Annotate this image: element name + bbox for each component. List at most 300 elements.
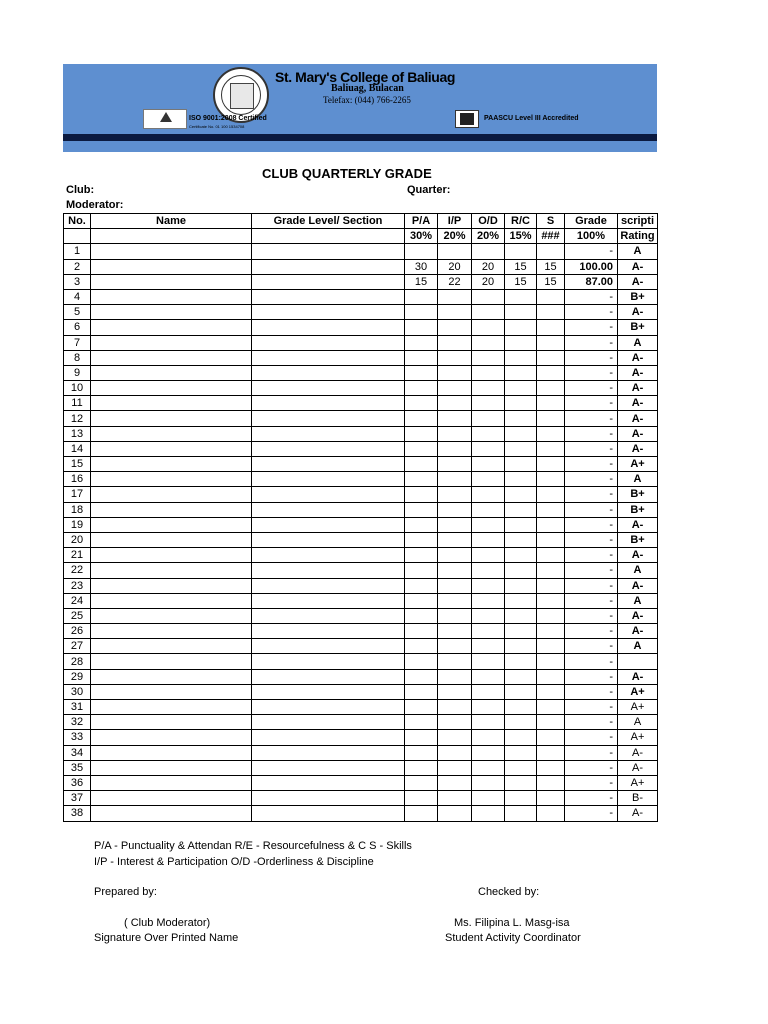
row-s-cell	[537, 700, 565, 715]
row-ip-cell	[438, 639, 472, 654]
table-row	[64, 639, 658, 654]
row-grade-cell: -	[565, 396, 618, 411]
row-s-cell	[537, 578, 565, 593]
row-ip-cell	[438, 517, 472, 532]
row-ip-cell	[438, 563, 472, 578]
row-od-cell	[472, 593, 505, 608]
row-s-cell	[537, 244, 565, 259]
row-name-cell	[91, 244, 252, 259]
row-rating-cell: A-	[618, 745, 658, 760]
row-number: 12	[64, 411, 91, 426]
table-subheader-row	[64, 229, 658, 244]
row-rc-cell	[505, 578, 537, 593]
row-rating-cell: B+	[618, 289, 658, 304]
row-name-cell	[91, 487, 252, 502]
row-ip-cell	[438, 244, 472, 259]
row-s-cell	[537, 426, 565, 441]
row-rc-cell	[505, 381, 537, 396]
row-od-cell	[472, 411, 505, 426]
row-grade-cell: -	[565, 532, 618, 547]
prepared-by-label: Prepared by:	[94, 886, 157, 898]
row-ip-cell	[438, 532, 472, 547]
table-row	[64, 381, 658, 396]
row-s-cell	[537, 441, 565, 456]
row-grade-cell: -	[565, 381, 618, 396]
row-ip-cell	[438, 502, 472, 517]
row-od-cell	[472, 608, 505, 623]
header-ip: I/P	[438, 214, 472, 229]
row-grade-cell: -	[565, 502, 618, 517]
row-ip-cell	[438, 578, 472, 593]
table-row	[64, 791, 658, 806]
row-od-cell	[472, 305, 505, 320]
row-s-cell	[537, 502, 565, 517]
row-od-cell	[472, 381, 505, 396]
row-grade-level-cell	[252, 426, 405, 441]
row-number: 29	[64, 669, 91, 684]
subheader-rc: 15%	[505, 229, 537, 244]
row-grade-level-cell	[252, 700, 405, 715]
row-number: 19	[64, 517, 91, 532]
row-name-cell	[91, 532, 252, 547]
row-pa-cell	[405, 365, 438, 380]
row-pa-cell	[405, 578, 438, 593]
row-grade-cell: 100.00	[565, 259, 618, 274]
row-grade-cell: -	[565, 457, 618, 472]
row-ip-cell	[438, 396, 472, 411]
row-s-cell	[537, 593, 565, 608]
row-grade-level-cell	[252, 745, 405, 760]
row-s-cell	[537, 791, 565, 806]
row-od-cell	[472, 487, 505, 502]
row-grade-level-cell	[252, 669, 405, 684]
header-grade: Grade	[565, 214, 618, 229]
row-grade-level-cell	[252, 624, 405, 639]
header-grade-level: Grade Level/ Section	[252, 214, 405, 229]
subheader-ip: 20%	[438, 229, 472, 244]
row-pa-cell	[405, 411, 438, 426]
row-name-cell	[91, 654, 252, 669]
row-ip-cell: 22	[438, 274, 472, 289]
row-ip-cell	[438, 608, 472, 623]
row-number: 33	[64, 730, 91, 745]
row-pa-cell	[405, 305, 438, 320]
row-grade-level-cell	[252, 274, 405, 289]
table-row	[64, 684, 658, 699]
row-rating-cell: A-	[618, 517, 658, 532]
row-rc-cell	[505, 487, 537, 502]
row-od-cell	[472, 624, 505, 639]
row-rating-cell: A	[618, 593, 658, 608]
row-name-cell	[91, 791, 252, 806]
row-number: 28	[64, 654, 91, 669]
row-grade-level-cell	[252, 335, 405, 350]
college-town: Baliuag, Bulacan	[331, 83, 404, 94]
table-row	[64, 760, 658, 775]
row-grade-cell: -	[565, 517, 618, 532]
row-name-cell	[91, 320, 252, 335]
iso-certification: ISO 9001:2008 Certified	[189, 115, 267, 122]
row-grade-cell: -	[565, 335, 618, 350]
row-number: 26	[64, 624, 91, 639]
legend-line-2: I/P - Interest & Participation O/D -Orderliness & Discipline	[94, 856, 374, 868]
row-name-cell	[91, 381, 252, 396]
row-od-cell	[472, 654, 505, 669]
table-row	[64, 654, 658, 669]
row-pa-cell	[405, 517, 438, 532]
row-grade-cell: -	[565, 563, 618, 578]
row-grade-level-cell	[252, 548, 405, 563]
row-rc-cell	[505, 441, 537, 456]
row-pa-cell	[405, 775, 438, 790]
row-rating-cell: A	[618, 715, 658, 730]
row-grade-level-cell	[252, 457, 405, 472]
row-ip-cell	[438, 775, 472, 790]
row-grade-level-cell	[252, 305, 405, 320]
row-number: 6	[64, 320, 91, 335]
row-rating-cell: A-	[618, 381, 658, 396]
row-s-cell	[537, 365, 565, 380]
row-od-cell	[472, 548, 505, 563]
row-name-cell	[91, 411, 252, 426]
row-rc-cell	[505, 517, 537, 532]
row-ip-cell	[438, 411, 472, 426]
row-s-cell	[537, 472, 565, 487]
row-pa-cell	[405, 532, 438, 547]
row-ip-cell	[438, 806, 472, 821]
subheader-grade: 100%	[565, 229, 618, 244]
row-grade-cell: -	[565, 487, 618, 502]
row-number: 16	[64, 472, 91, 487]
row-ip-cell	[438, 730, 472, 745]
row-grade-level-cell	[252, 487, 405, 502]
row-od-cell	[472, 517, 505, 532]
row-number: 11	[64, 396, 91, 411]
row-s-cell	[537, 457, 565, 472]
row-name-cell	[91, 715, 252, 730]
row-rc-cell	[505, 806, 537, 821]
row-grade-level-cell	[252, 517, 405, 532]
row-name-cell	[91, 441, 252, 456]
row-rating-cell: A-	[618, 365, 658, 380]
row-grade-cell: -	[565, 654, 618, 669]
row-number: 13	[64, 426, 91, 441]
row-grade-level-cell	[252, 244, 405, 259]
row-grade-cell: -	[565, 365, 618, 380]
row-ip-cell	[438, 426, 472, 441]
row-rc-cell	[505, 320, 537, 335]
row-number: 21	[64, 548, 91, 563]
row-grade-cell: -	[565, 745, 618, 760]
row-ip-cell	[438, 381, 472, 396]
row-number: 18	[64, 502, 91, 517]
row-s-cell	[537, 381, 565, 396]
row-ip-cell	[438, 305, 472, 320]
row-number: 2	[64, 259, 91, 274]
row-s-cell	[537, 396, 565, 411]
row-grade-level-cell	[252, 472, 405, 487]
row-name-cell	[91, 563, 252, 578]
row-ip-cell	[438, 715, 472, 730]
row-name-cell	[91, 760, 252, 775]
row-rating-cell: B+	[618, 487, 658, 502]
row-od-cell	[472, 365, 505, 380]
row-ip-cell	[438, 457, 472, 472]
row-pa-cell	[405, 608, 438, 623]
row-grade-level-cell	[252, 654, 405, 669]
row-rc-cell	[505, 760, 537, 775]
row-rating-cell: B+	[618, 320, 658, 335]
row-od-cell	[472, 684, 505, 699]
row-pa-cell	[405, 669, 438, 684]
row-number: 7	[64, 335, 91, 350]
row-name-cell	[91, 548, 252, 563]
row-pa-cell	[405, 715, 438, 730]
row-od-cell: 20	[472, 274, 505, 289]
row-rating-cell: B+	[618, 532, 658, 547]
row-s-cell	[537, 684, 565, 699]
row-grade-level-cell	[252, 532, 405, 547]
table-row	[64, 259, 658, 274]
row-rc-cell	[505, 593, 537, 608]
row-grade-level-cell	[252, 578, 405, 593]
row-pa-cell: 30	[405, 259, 438, 274]
row-name-cell	[91, 578, 252, 593]
coordinator-name: Ms. Filipina L. Masg-isa	[454, 917, 570, 929]
row-ip-cell	[438, 320, 472, 335]
row-rc-cell	[505, 730, 537, 745]
row-od-cell	[472, 502, 505, 517]
row-rating-cell: A+	[618, 730, 658, 745]
row-name-cell	[91, 639, 252, 654]
row-number: 14	[64, 441, 91, 456]
row-s-cell	[537, 411, 565, 426]
row-rc-cell	[505, 472, 537, 487]
row-name-cell	[91, 259, 252, 274]
row-number: 9	[64, 365, 91, 380]
row-grade-level-cell	[252, 608, 405, 623]
table-row	[64, 563, 658, 578]
header-s: S	[537, 214, 565, 229]
header-banner	[63, 64, 657, 152]
row-od-cell	[472, 335, 505, 350]
row-grade-level-cell	[252, 502, 405, 517]
row-rating-cell: A	[618, 563, 658, 578]
header-name: Name	[91, 214, 252, 229]
row-grade-level-cell	[252, 259, 405, 274]
row-number: 34	[64, 745, 91, 760]
row-od-cell	[472, 715, 505, 730]
row-rc-cell	[505, 457, 537, 472]
row-pa-cell	[405, 335, 438, 350]
college-telefax: Telefax: (044) 766-2265	[323, 95, 411, 105]
row-pa-cell	[405, 502, 438, 517]
row-grade-cell: -	[565, 806, 618, 821]
row-number: 38	[64, 806, 91, 821]
row-grade-cell: -	[565, 775, 618, 790]
header-od: O/D	[472, 214, 505, 229]
header-pa: P/A	[405, 214, 438, 229]
table-row	[64, 502, 658, 517]
row-rating-cell: A-	[618, 426, 658, 441]
table-row	[64, 517, 658, 532]
quarter-label: Quarter:	[407, 184, 451, 196]
table-row	[64, 350, 658, 365]
row-rc-cell	[505, 532, 537, 547]
row-pa-cell	[405, 396, 438, 411]
table-row	[64, 457, 658, 472]
row-s-cell	[537, 350, 565, 365]
row-number: 37	[64, 791, 91, 806]
row-rating-cell: A+	[618, 775, 658, 790]
row-s-cell	[537, 669, 565, 684]
row-ip-cell: 20	[438, 259, 472, 274]
row-name-cell	[91, 593, 252, 608]
row-rc-cell	[505, 365, 537, 380]
table-row	[64, 396, 658, 411]
row-s-cell	[537, 320, 565, 335]
table-row	[64, 806, 658, 821]
table-row	[64, 441, 658, 456]
row-rating-cell: A	[618, 335, 658, 350]
page-title: CLUB QUARTERLY GRADE	[262, 166, 432, 181]
banner-divider-bar	[63, 134, 657, 141]
row-ip-cell	[438, 350, 472, 365]
row-rc-cell	[505, 624, 537, 639]
row-grade-level-cell	[252, 365, 405, 380]
row-pa-cell	[405, 760, 438, 775]
row-s-cell	[537, 289, 565, 304]
row-rc-cell	[505, 396, 537, 411]
row-pa-cell	[405, 426, 438, 441]
row-od-cell	[472, 578, 505, 593]
row-ip-cell	[438, 684, 472, 699]
row-pa-cell	[405, 624, 438, 639]
grade-table	[63, 213, 658, 822]
row-grade-cell: -	[565, 593, 618, 608]
row-od-cell	[472, 472, 505, 487]
row-grade-cell: -	[565, 730, 618, 745]
row-name-cell	[91, 396, 252, 411]
row-s-cell	[537, 806, 565, 821]
row-ip-cell	[438, 548, 472, 563]
row-grade-level-cell	[252, 381, 405, 396]
row-grade-cell: -	[565, 684, 618, 699]
row-number: 31	[64, 700, 91, 715]
row-number: 10	[64, 381, 91, 396]
row-s-cell	[537, 487, 565, 502]
row-grade-level-cell	[252, 806, 405, 821]
table-row	[64, 624, 658, 639]
row-name-cell	[91, 806, 252, 821]
row-grade-cell: -	[565, 669, 618, 684]
row-grade-cell: -	[565, 305, 618, 320]
row-pa-cell	[405, 730, 438, 745]
row-ip-cell	[438, 700, 472, 715]
subheader-pa: 30%	[405, 229, 438, 244]
legend-line-1: P/A - Punctuality & Attendan R/E - Resourcefulness & C S - Skills	[94, 840, 412, 852]
row-rc-cell	[505, 608, 537, 623]
row-number: 32	[64, 715, 91, 730]
row-pa-cell	[405, 350, 438, 365]
row-rc-cell	[505, 775, 537, 790]
row-number: 17	[64, 487, 91, 502]
subheader-rating: Rating	[618, 229, 658, 244]
coordinator-title: Student Activity Coordinator	[445, 932, 581, 944]
row-number: 25	[64, 608, 91, 623]
row-grade-cell: -	[565, 700, 618, 715]
row-number: 5	[64, 305, 91, 320]
row-rating-cell: A-	[618, 760, 658, 775]
row-ip-cell	[438, 745, 472, 760]
row-rating-cell: B-	[618, 791, 658, 806]
row-grade-level-cell	[252, 350, 405, 365]
row-grade-cell: -	[565, 578, 618, 593]
row-grade-level-cell	[252, 411, 405, 426]
row-grade-cell: -	[565, 624, 618, 639]
table-row	[64, 578, 658, 593]
club-moderator-label: ( Club Moderator)	[124, 917, 211, 929]
row-od-cell	[472, 350, 505, 365]
row-rc-cell	[505, 745, 537, 760]
row-s-cell	[537, 335, 565, 350]
row-name-cell	[91, 502, 252, 517]
row-number: 3	[64, 274, 91, 289]
row-name-cell	[91, 669, 252, 684]
row-grade-cell: -	[565, 791, 618, 806]
row-grade-level-cell	[252, 441, 405, 456]
row-name-cell	[91, 745, 252, 760]
row-name-cell	[91, 365, 252, 380]
table-row	[64, 320, 658, 335]
table-row	[64, 775, 658, 790]
row-number: 8	[64, 350, 91, 365]
row-od-cell	[472, 244, 505, 259]
table-row	[64, 426, 658, 441]
row-pa-cell	[405, 457, 438, 472]
table-row	[64, 730, 658, 745]
row-grade-cell: -	[565, 320, 618, 335]
checked-by-label: Checked by:	[478, 886, 540, 898]
row-pa-cell: 15	[405, 274, 438, 289]
table-row	[64, 715, 658, 730]
row-rc-cell: 15	[505, 259, 537, 274]
college-name: St. Mary's College of Baliuag	[275, 69, 455, 85]
row-grade-cell: -	[565, 548, 618, 563]
row-s-cell	[537, 760, 565, 775]
row-name-cell	[91, 305, 252, 320]
table-row	[64, 669, 658, 684]
row-s-cell	[537, 715, 565, 730]
header-rating: scripti	[618, 214, 658, 229]
row-number: 20	[64, 532, 91, 547]
row-rc-cell	[505, 350, 537, 365]
row-grade-cell: -	[565, 472, 618, 487]
paascu-logo-icon	[455, 110, 479, 128]
row-rc-cell	[505, 654, 537, 669]
row-number: 1	[64, 244, 91, 259]
row-number: 4	[64, 289, 91, 304]
row-pa-cell	[405, 654, 438, 669]
row-grade-level-cell	[252, 730, 405, 745]
row-ip-cell	[438, 289, 472, 304]
row-name-cell	[91, 335, 252, 350]
row-rc-cell	[505, 669, 537, 684]
row-grade-level-cell	[252, 639, 405, 654]
row-grade-cell: -	[565, 639, 618, 654]
row-rc-cell	[505, 684, 537, 699]
row-s-cell: 15	[537, 259, 565, 274]
